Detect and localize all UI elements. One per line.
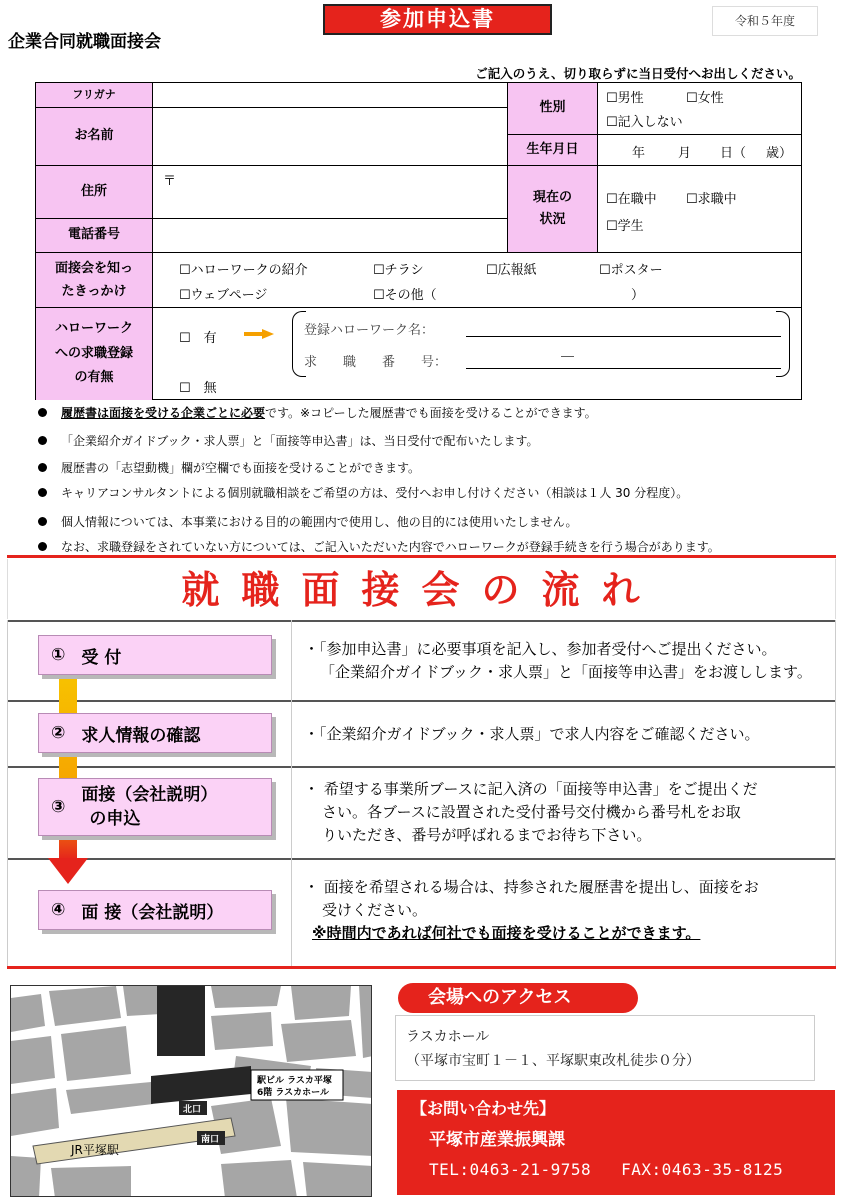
step-1-line: 「企業紹介ガイドブック・求人票」と「面接等申込書」をお渡しします。 [320, 663, 812, 681]
note-item [38, 404, 597, 421]
note-item [38, 484, 688, 501]
source-label-line2: たきっかけ [61, 284, 127, 299]
bullet-icon [38, 488, 47, 497]
note-text: なお、求職登録をされていない方については、ご記入いただいた内容でハローワークが登録手続きを行う場合があります。 [61, 540, 720, 554]
birth-day-unit: 日（ [720, 146, 747, 161]
jobseeker-number-dash: ― [561, 349, 574, 364]
step-3-label-line2: の申込 [89, 809, 141, 829]
step-1-line: ・「参加申込書」に必要事項を記入し、参加者受付へご提出ください。 [304, 640, 777, 658]
phone-field[interactable] [153, 219, 508, 253]
step-3-label [81, 783, 217, 831]
furigana-field[interactable] [153, 83, 508, 108]
note-text: です。※コピーした履歴書でも面接を受けることができます。 [265, 406, 597, 420]
hellowork-label-line1: ハローワーク [54, 320, 133, 336]
step-2-line: ・「企業紹介ガイドブック・求人票」で求人内容をご確認ください。 [304, 725, 760, 743]
name-label: お名前 [36, 108, 153, 166]
source-label-line1: 面接会を知っ [54, 260, 133, 276]
source-option-poster[interactable]: ☐ポスター [599, 263, 663, 278]
birthdate-label: 生年月日 [508, 135, 598, 166]
status-option-employed[interactable]: ☐在職中 [606, 192, 657, 207]
status-option-student[interactable]: ☐学生 [606, 219, 644, 234]
contact-tel: TEL:0463-21-9758 [429, 1160, 592, 1179]
postal-mark: 〒 [163, 174, 177, 189]
hellowork-label [36, 308, 153, 400]
source-label [36, 253, 153, 308]
status-label-line1: 現在の [532, 189, 572, 205]
note-item [38, 513, 577, 530]
note-text: 個人情報については、本事業における目的の範囲内で使用し、他の目的には使用いたしません。 [61, 515, 578, 529]
gender-option-female[interactable]: ☐女性 [686, 91, 724, 106]
bullet-icon [38, 542, 47, 551]
step-4-description [304, 876, 759, 945]
gender-option-male[interactable]: ☐男性 [606, 91, 644, 106]
step-3-line: ・ 希望する事業所ブースに記入済の「面接等申込書」をご提出くだ [304, 780, 758, 798]
hellowork-label-line2: への求職登録 [54, 345, 133, 361]
step-2-description [304, 723, 760, 746]
row-divider [8, 700, 835, 702]
name-field[interactable] [153, 108, 508, 166]
step-1-label: 受 付 [81, 647, 122, 668]
flow-title: 就職面接会の流れ [7, 559, 836, 619]
source-option-hellowork[interactable]: ☐ハローワークの紹介 [179, 263, 308, 278]
step-4-line: 受けください。 [322, 901, 428, 919]
source-option-flyer[interactable]: ☐チラシ [373, 263, 424, 278]
source-field [153, 253, 802, 308]
contact-heading: 【お問い合わせ先】 [411, 1099, 556, 1118]
jobseeker-number-line[interactable] [466, 368, 781, 369]
fiscal-year: 令和５年度 [712, 6, 818, 36]
map-north-exit: 北口 [183, 1105, 202, 1115]
row-divider [8, 858, 835, 860]
row-divider [8, 620, 835, 622]
note-text: 「企業紹介ガイドブック・求人票」と「面接等申込書」は、当日受付で配布いたします。 [61, 434, 539, 448]
step-1-description [304, 638, 812, 684]
furigana-label: フリガナ [36, 83, 153, 108]
step-1-reception [38, 635, 272, 675]
bullet-icon [38, 408, 47, 417]
gender-option-unspecified[interactable]: ☐記入しない [606, 115, 683, 130]
step-4-label: 面 接（会社説明） [81, 902, 224, 923]
map-building-name-2: 6階 ラスカホール [257, 1088, 329, 1098]
map-building-name-1: 駅ビル ラスカ平塚 [257, 1076, 332, 1086]
note-text: 履歴書の「志望動機」欄が空欄でも面接を受けることができます。 [61, 461, 421, 475]
venue-info [395, 1015, 815, 1081]
step-2-label: 求人情報の確認 [81, 725, 201, 746]
contact-fax: FAX:0463-35-8125 [621, 1160, 784, 1179]
birth-age-unit: 歳） [766, 146, 793, 161]
jobseeker-number-label: 求 職 番 号： [304, 355, 448, 370]
status-field [598, 166, 802, 253]
step-3-description [304, 778, 758, 847]
hellowork-no[interactable]: ☐ 無 [179, 381, 217, 396]
access-heading: 会場へのアクセス [398, 983, 638, 1013]
note-emphasis: 履歴書は面接を受ける企業ごとに必要 [61, 406, 266, 420]
step-3-line: りいただき、番号が呼ばれるまでお待ち下さい。 [322, 826, 652, 844]
status-option-jobseeking[interactable]: ☐求職中 [686, 192, 737, 207]
bullet-icon [38, 463, 47, 472]
step-2-job-info [38, 713, 272, 753]
venue-address: （平塚市宝町１－１、平塚駅東改札徒歩０分） [406, 1053, 700, 1069]
venue-name: ラスカホール [406, 1029, 490, 1045]
hellowork-label-line3: の有無 [74, 370, 114, 386]
note-item [38, 538, 720, 555]
gender-field [598, 83, 802, 135]
venue-map [10, 985, 372, 1197]
phone-label: 電話番号 [36, 219, 153, 253]
hellowork-yes[interactable]: ☐ 有 [179, 331, 217, 346]
step-4-line: ・ 面接を希望される場合は、持参された履歴書を提出し、面接をお [304, 878, 759, 896]
address-label: 住所 [36, 166, 153, 219]
source-other-close: ） [631, 288, 645, 303]
application-form [35, 82, 802, 400]
step-3-label-line1: 面接（会社説明） [81, 785, 218, 805]
status-label [508, 166, 598, 253]
step-1-number: ① [51, 645, 66, 665]
hellowork-office-label: 登録ハローワーク名： [304, 323, 435, 338]
contact-box [397, 1090, 835, 1195]
step-3-interview-apply [38, 778, 272, 836]
map-graphic [11, 986, 372, 1197]
birth-year-unit: 年 [632, 146, 646, 161]
orange-arrow-icon [244, 329, 274, 339]
contact-organization: 平塚市産業振興課 [429, 1130, 565, 1150]
row-divider [8, 766, 835, 768]
gender-label: 性別 [508, 83, 598, 135]
step-3-line: さい。各ブースに設置された受付番号交付機から番号札をお取 [322, 803, 741, 821]
bullet-icon [38, 436, 47, 445]
contact-numbers [429, 1160, 821, 1179]
source-option-newsletter[interactable]: ☐広報紙 [486, 263, 537, 278]
step-4-interview [38, 890, 272, 930]
source-option-other[interactable]: ☐その他（ [373, 288, 437, 303]
step-2-number: ② [51, 723, 66, 743]
map-station-label: JR平塚駅 [71, 1143, 119, 1157]
birth-month-unit: 月 [678, 146, 692, 161]
step-3-number: ③ [51, 797, 66, 817]
flow-table [7, 620, 836, 966]
hellowork-office-line[interactable] [466, 336, 781, 337]
step-4-number: ④ [51, 900, 66, 920]
form-title: 参加申込書 [323, 4, 552, 35]
bullet-icon [38, 517, 47, 526]
status-label-line2: 状況 [539, 212, 566, 227]
source-option-webpage[interactable]: ☐ウェブページ [179, 288, 268, 303]
flow-bottom-rule [7, 966, 836, 969]
map-south-exit: 南口 [201, 1135, 220, 1145]
step-4-note: ※時間内であれば何社でも面接を受けることができます。 [312, 924, 701, 942]
column-divider [291, 620, 292, 966]
address-field[interactable] [153, 166, 508, 219]
submission-instruction: ご記入のうえ、切り取らずに当日受付へお出しください。 [475, 66, 801, 81]
event-name: 企業合同就職面接会 [8, 32, 161, 52]
note-item [38, 459, 420, 476]
birthdate-field[interactable] [598, 135, 802, 166]
note-text: キャリアコンサルタントによる個別就職相談をご希望の方は、受付へお申し付けください（相談は１人 30 分程度）。 [61, 486, 689, 500]
note-item [38, 432, 538, 449]
flow-top-rule [7, 555, 836, 558]
